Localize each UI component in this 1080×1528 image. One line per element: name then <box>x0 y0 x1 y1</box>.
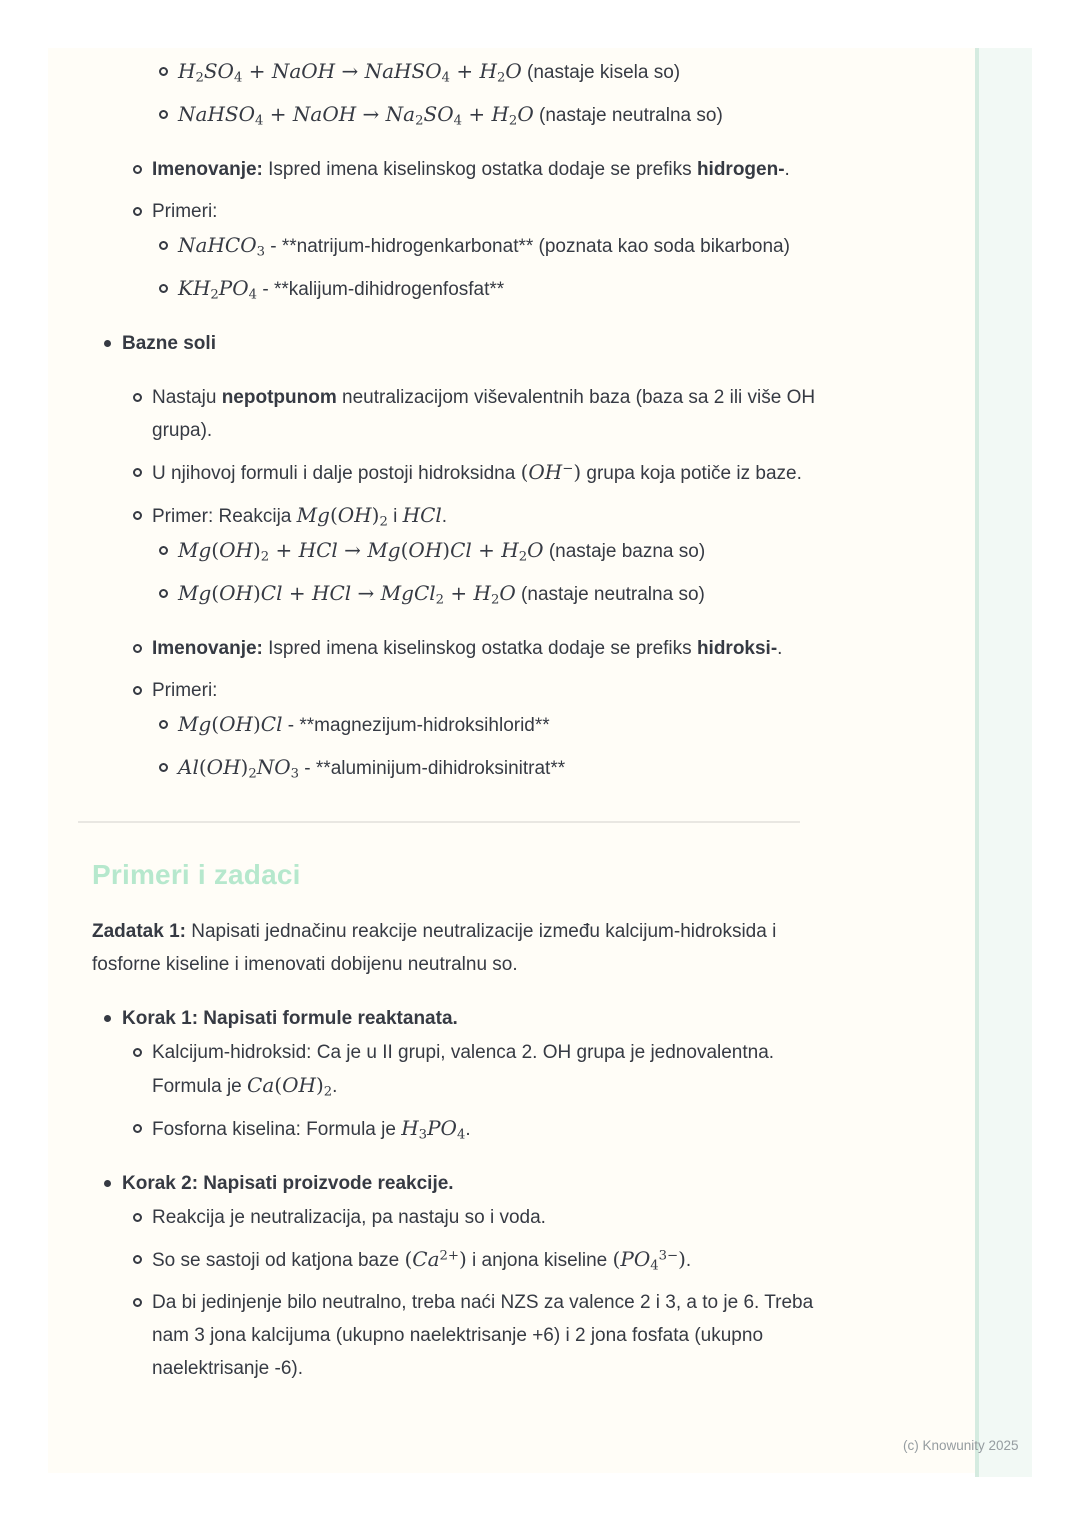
text-run: - **natrijum-hidrogenkarbonat** (poznata kao soda bikarbona) <box>265 236 790 257</box>
text-run: Kalcijum-hidroksid: Ca je u II grupi, valenca 2. OH grupa je jednovalentna. Formula je <box>152 1042 775 1097</box>
list-item <box>148 577 837 611</box>
bold-text: Imenovanje: <box>152 638 263 659</box>
list-item <box>122 456 837 490</box>
bold-text: nepotpunom <box>221 387 337 408</box>
text-run: i anjona kiseline <box>466 1250 613 1271</box>
list-item-text <box>152 195 837 228</box>
bullet-circle-icon <box>148 272 178 293</box>
chemical-formula: $Mg(OH)_2$ <box>296 503 388 530</box>
list-item <box>122 632 837 665</box>
list-item-text <box>178 55 837 89</box>
bullet-circle-icon <box>148 577 178 598</box>
list-item-text <box>152 1036 837 1103</box>
text-run: Reakcija je neutralizacija, pa nastaju so i voda. <box>152 1207 546 1228</box>
chemical-formula: NaHCO$_3$ <box>178 233 265 260</box>
bullet-circle-icon <box>122 499 152 520</box>
text-run: - **aluminijum-dihidroksinitrat** <box>299 758 566 779</box>
list-item-text <box>152 674 837 707</box>
text-run: . <box>465 1119 471 1140</box>
chemical-formula: Mg(OH)Cl <box>178 712 283 736</box>
bullet-circle-icon <box>148 751 178 772</box>
list-item <box>122 1201 837 1234</box>
bullet-circle-icon <box>122 153 152 174</box>
chemical-formula: HCl <box>402 503 442 527</box>
text-run: . <box>777 638 783 659</box>
text-run: neutralizacijom viševalentnih baza (baza sa 2 ili više OH grupa). <box>152 387 816 441</box>
text-run: - **magnezijum-hidroksihlorid** <box>282 715 550 736</box>
bullet-disc-icon <box>92 1002 122 1022</box>
section-divider <box>78 821 800 823</box>
list-item <box>148 534 837 568</box>
list-item <box>122 1286 837 1385</box>
chemical-formula: NaHSO$_4$ + NaOH → $Na_2SO_4 + H_2O$ <box>178 102 534 129</box>
bold-text: Imenovanje: <box>152 159 263 180</box>
list-item <box>122 1112 837 1146</box>
list-item <box>122 153 837 186</box>
chemical-formula: $H_2SO_4$ + NaOH → NaHSO$_4$ + $H_2O$ <box>178 59 522 86</box>
text-run: Da bi jedinjenje bilo neutralno, treba naći NZS za valence 2 i 3, a to je 6. Treba nam 3 jona kalcijuma (ukupno naelektrisanje +6) i 2 jona fosfata (ukupno naelektrisanje -6). <box>152 1292 814 1379</box>
bold-text: Korak 1: Napisati formule reaktanata. <box>122 1008 458 1029</box>
list-item-text <box>152 456 837 490</box>
list-item <box>148 751 837 785</box>
bullet-circle-icon <box>122 381 152 402</box>
bullet-circle-icon <box>122 1112 152 1133</box>
text-run: Primeri: <box>152 201 218 222</box>
chemical-formula: $H_3PO_4$ <box>401 1116 466 1143</box>
bullet-circle-icon <box>148 708 178 729</box>
list-item-text <box>152 1243 837 1277</box>
bold-text: Korak 2: Napisati proizvode reakcije. <box>122 1173 454 1194</box>
bold-text: hidrogen- <box>696 159 785 180</box>
bullet-circle-icon <box>122 1201 152 1222</box>
list-item-text <box>152 153 837 186</box>
text-run: Nastaju <box>152 387 222 408</box>
text-run: . <box>441 506 448 527</box>
text-run: grupa koja potiče iz baze. <box>581 463 802 484</box>
list-item-text <box>122 1167 837 1200</box>
bold-text: Bazne soli <box>122 333 216 354</box>
list-item <box>122 1243 837 1277</box>
list-item <box>148 98 837 132</box>
list-item-text <box>178 708 837 742</box>
list-item-text <box>178 534 837 568</box>
chemical-formula: $(Ca^{2+})$ <box>404 1247 467 1271</box>
list-item <box>122 195 837 228</box>
list-item-text <box>122 327 837 360</box>
text-run: Ispred imena kiselinskog ostatka dodaje se prefiks <box>262 159 697 180</box>
chemical-formula: (OH−) <box>520 460 582 484</box>
chemical-formula: $(PO_4^{3-})$ <box>612 1247 686 1274</box>
bold-text: hidroksi- <box>696 638 778 659</box>
list-item-text <box>152 1286 837 1385</box>
list-item-text <box>178 272 837 306</box>
list-item <box>122 499 837 533</box>
bullet-circle-icon <box>148 98 178 119</box>
bullet-circle-icon <box>122 674 152 695</box>
text-run: Primeri i zadaci <box>92 859 301 890</box>
list-item <box>92 1167 837 1200</box>
document-content <box>92 55 837 1385</box>
bold-text: Zadatak 1: <box>92 921 186 942</box>
bullet-circle-icon <box>148 55 178 76</box>
list-item-text <box>152 499 837 533</box>
bullet-circle-icon <box>122 456 152 477</box>
text-run: . <box>332 1076 338 1097</box>
bullet-circle-icon <box>122 1286 152 1307</box>
paragraph <box>92 915 837 981</box>
chemical-formula: $KH_2PO_4$ <box>178 276 258 303</box>
list-item-text <box>178 229 837 263</box>
list-item <box>148 229 837 263</box>
list-item-text <box>178 577 837 611</box>
list-item-text <box>178 751 837 785</box>
text-run: - **kalijum-dihidrogenfosfat** <box>257 279 505 300</box>
list-item-text <box>178 98 837 132</box>
copyright-text: (c) Knowunity 2025 <box>903 1438 1019 1453</box>
text-run: . <box>784 159 790 180</box>
list-item-text <box>122 1002 837 1035</box>
bullet-circle-icon <box>122 1243 152 1264</box>
text-run: Primeri: <box>152 680 218 701</box>
chemical-formula: $Ca(OH)_2$ <box>247 1073 333 1100</box>
text-run: Primer: Reakcija <box>152 506 297 527</box>
list-item <box>148 55 837 89</box>
list-item-text <box>152 1201 837 1234</box>
text-run: Fosforna kiselina: Formula je <box>152 1119 402 1140</box>
bullet-circle-icon <box>122 195 152 216</box>
list-item <box>122 1036 837 1103</box>
bullet-circle-icon <box>122 1036 152 1057</box>
text-run: . <box>685 1250 692 1271</box>
document-page <box>48 48 975 1473</box>
text-run: (nastaje kisela so) <box>521 62 681 83</box>
text-run: Napisati jednačinu reakcije neutralizacije između kalcijum-hidroksida i fosforne kiseline i imenovati dobijenu neutralnu so. <box>92 921 777 975</box>
section-heading <box>92 857 837 893</box>
text-run: U njihovoj formuli i dalje postoji hidroksidna <box>152 463 521 484</box>
chemical-formula: $Al(OH)_2NO_3$ <box>178 755 300 782</box>
bullet-circle-icon <box>122 632 152 653</box>
bullet-disc-icon <box>92 1167 122 1187</box>
bullet-circle-icon <box>148 534 178 555</box>
text-run: (nastaje bazna so) <box>543 541 706 562</box>
list-item <box>148 708 837 742</box>
chemical-formula: Mg(OH)Cl + HCl → MgCl$_2$ + $H_2O$ <box>178 581 516 608</box>
bullet-circle-icon <box>148 229 178 250</box>
text-run: (nastaje neutralna so) <box>515 584 705 605</box>
list-item-text <box>152 381 837 447</box>
bullet-disc-icon <box>92 327 122 347</box>
list-item-text <box>152 632 837 665</box>
text-run: i <box>387 506 403 527</box>
text-run: (nastaje neutralna so) <box>533 105 723 126</box>
text-run: Ispred imena kiselinskog ostatka dodaje se prefiks <box>262 638 697 659</box>
list-item <box>122 674 837 707</box>
list-item <box>92 1002 837 1035</box>
list-item <box>122 381 837 447</box>
document-content-area <box>48 48 837 1385</box>
list-item <box>92 327 837 360</box>
list-item <box>148 272 837 306</box>
text-run: So se sastoji od katjona baze <box>152 1250 405 1271</box>
chemical-formula: $Mg(OH)_2$ + HCl → $Mg(OH)Cl + H_2O$ <box>178 538 544 565</box>
page-edge-stripe <box>975 48 1032 1477</box>
list-item-text <box>152 1112 837 1146</box>
